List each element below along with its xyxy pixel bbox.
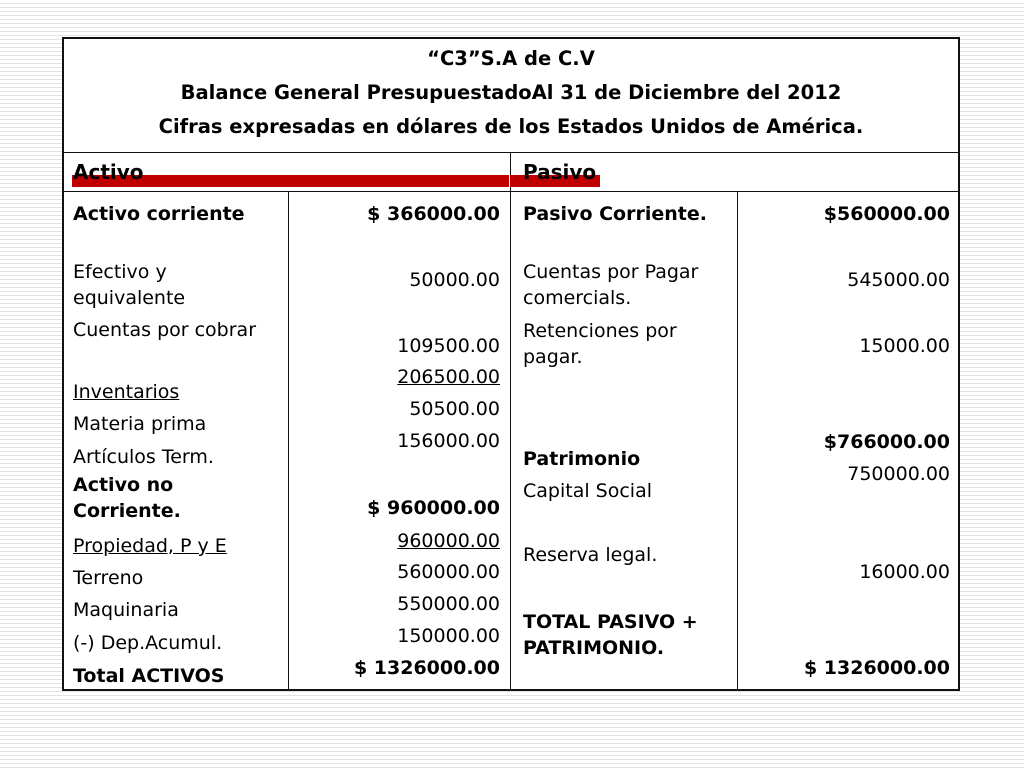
asset-value: 550000.00	[397, 593, 500, 615]
liability-label: Patrimonio	[523, 448, 641, 470]
liability-label: Cuentas por Pagar comercials.	[523, 261, 699, 309]
liability-value: $560000.00	[823, 203, 950, 225]
liability-label: TOTAL PASIVO + PATRIMONIO.	[523, 611, 698, 659]
company-name: “C3”S.A de C.V	[427, 47, 595, 70]
asset-label: Activo corriente	[73, 203, 245, 225]
asset-value: 560000.00	[397, 561, 500, 583]
liability-label: Capital Social	[523, 480, 652, 502]
asset-value: 50500.00	[409, 398, 500, 420]
header-divider	[64, 191, 958, 192]
asset-label: Materia prima	[73, 413, 207, 435]
liabilities-header: Pasivo	[523, 160, 597, 184]
asset-value: $ 366000.00	[367, 203, 500, 225]
asset-label: Total ACTIVOS	[73, 665, 225, 687]
balance-sheet-table	[62, 37, 960, 691]
liability-label: Pasivo Corriente.	[523, 203, 707, 225]
asset-label: Cuentas por cobrar	[73, 319, 257, 341]
asset-value: 50000.00	[409, 269, 500, 291]
asset-value: 960000.00	[397, 530, 500, 552]
asset-label: Propiedad, P y E	[73, 535, 227, 557]
liability-value: $766000.00	[823, 431, 950, 453]
asset-label: Artículos Term.	[73, 446, 214, 468]
asset-label: Terreno	[73, 567, 144, 589]
asset-value: 150000.00	[397, 625, 500, 647]
liability-value: 16000.00	[859, 561, 950, 583]
asset-label: (-) Dep.Acumul.	[73, 632, 223, 654]
title-divider	[64, 152, 958, 153]
asset-value: $ 1326000.00	[353, 657, 500, 679]
liability-label: Retenciones por pagar.	[523, 320, 677, 368]
liability-value: 545000.00	[847, 269, 950, 291]
asset-value: $ 960000.00	[367, 497, 500, 519]
asset-label: Efectivo y equivalente	[73, 261, 186, 309]
report-subtitle: Cifras expresadas en dólares de los Estados Unidos de América.	[158, 115, 864, 138]
assets-header: Activo	[73, 160, 144, 184]
asset-label: Inventarios	[73, 381, 180, 403]
asset-value: 206500.00	[397, 366, 500, 388]
main-column-divider	[510, 152, 511, 689]
asset-label: Maquinaria	[73, 599, 179, 621]
liability-value-divider	[737, 191, 738, 689]
asset-value: 109500.00	[397, 335, 500, 357]
asset-label: Activo no Corriente.	[73, 474, 181, 522]
asset-value-divider	[288, 191, 289, 689]
table-title-block	[64, 39, 958, 153]
liability-value: 15000.00	[859, 335, 950, 357]
liability-label: Reserva legal.	[523, 544, 658, 566]
report-title: Balance General PresupuestadoAl 31 de Diciembre del 2012	[180, 81, 842, 104]
liability-value: $ 1326000.00	[803, 657, 950, 679]
liability-value: 750000.00	[847, 463, 950, 485]
asset-value: 156000.00	[397, 430, 500, 452]
